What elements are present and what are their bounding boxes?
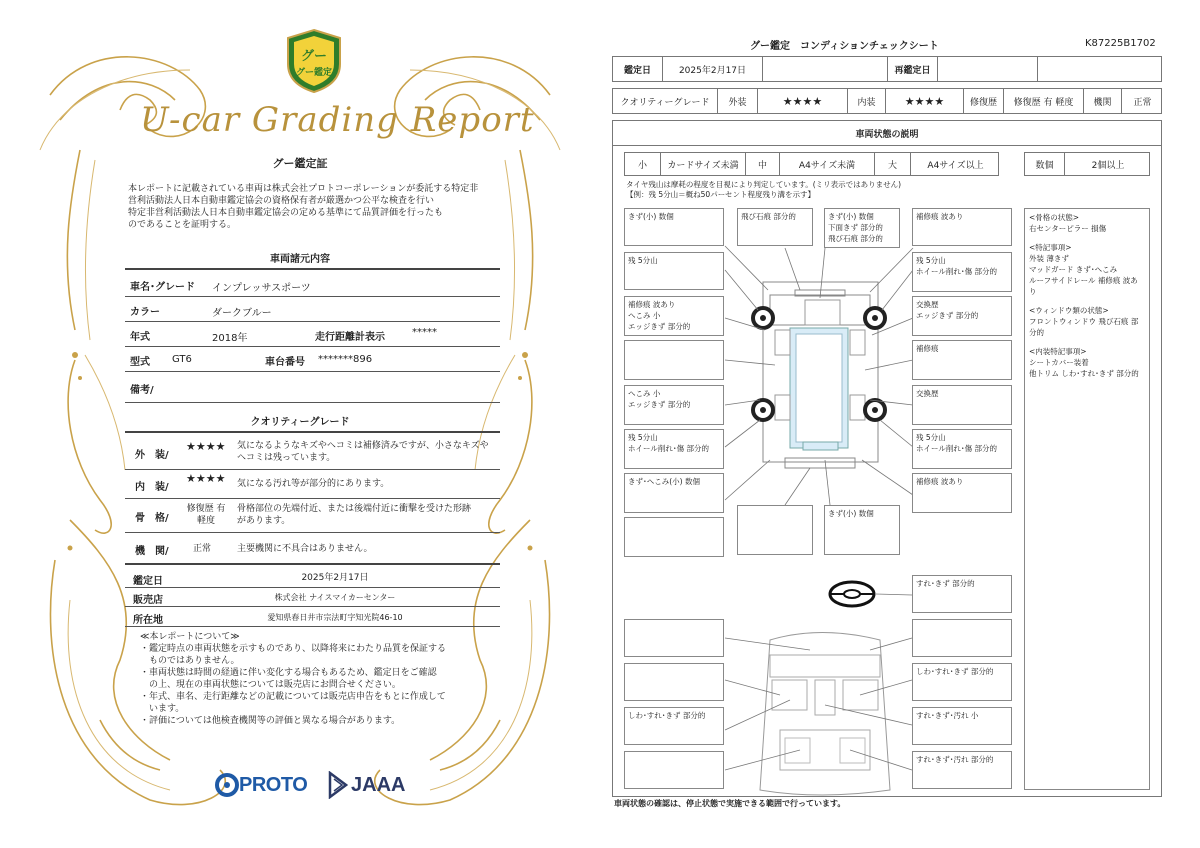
note-line: 外装 薄きず: [1029, 254, 1069, 263]
annotation-box: すれ･きず 部分的: [912, 575, 1012, 613]
engine-label: 機 関/: [135, 546, 169, 557]
divider: [125, 296, 500, 297]
size-small: 小: [625, 153, 661, 175]
annotation-line: エッジきず 部分的: [628, 400, 691, 409]
address-value: 愛知県春日井市宗法町字知光院46-10: [267, 613, 403, 622]
proto-wordmark: PROTO: [239, 773, 308, 796]
annotation-box-empty: [737, 505, 813, 555]
annotation-box: 補修痕: [912, 340, 1012, 380]
annotation-line: 残 5分山: [916, 256, 946, 265]
annotation-line: 下面きず 部分的: [828, 223, 883, 232]
divider: [125, 563, 500, 565]
annotation-box: すれ･きず･汚れ 小: [912, 707, 1012, 745]
report-notes: [140, 631, 500, 727]
annotation-box-empty: [624, 340, 724, 380]
annotation-box: [912, 429, 1012, 469]
annotation-line: ホイール削れ･傷 部分的: [916, 444, 997, 453]
frame-value-line: 修復歴 有: [186, 504, 226, 514]
goo-kantei-logo: [284, 28, 344, 94]
wheel-rear-left: [753, 400, 773, 420]
annotation-box: しわ･すれ･きず 部分的: [624, 707, 724, 745]
note-line: ・車両状態は時間の経過に伴い変化する場合もあるため、鑑定日をご確認: [140, 668, 437, 678]
color-label: カラー: [130, 307, 160, 318]
jaaa-mark-icon: [328, 771, 348, 799]
divider: [125, 469, 500, 470]
note-line: シートカバー装着: [1029, 358, 1089, 367]
annotation-box: [624, 429, 724, 469]
color-value: ダークブルー: [212, 308, 272, 319]
count-label: 数個: [1025, 153, 1065, 175]
wheel-front-right: [865, 308, 885, 328]
dealer-value: 株式会社 ナイスマイカーセンター: [274, 593, 396, 602]
frame-value-line: 軽度: [196, 516, 215, 526]
annotation-box: 残 5分山: [624, 252, 724, 290]
divider: [125, 626, 500, 627]
repair-value: 修復歴 有 軽度: [1004, 89, 1084, 113]
date-label: 鑑定日: [133, 576, 163, 587]
model-value: インプレッサスポーツ: [212, 283, 311, 294]
divider: [125, 402, 500, 403]
annotation-box: 補修痕 波あり: [912, 473, 1012, 513]
annotation-box: 補修痕 波あり: [912, 208, 1012, 246]
annotation-line: ホイール削れ･傷 部分的: [628, 444, 709, 453]
note-line: の上、現在の車両状態については販売店にお問合せください。: [140, 680, 401, 690]
note-line: <骨格の状態>: [1029, 213, 1080, 222]
annotation-box: すれ･きず･汚れ 部分的: [912, 751, 1012, 789]
proto-logo: [215, 772, 307, 798]
frame-desc-line: があります。: [237, 516, 291, 526]
tire-note-2: 【例：残 5分山＝概ね50パーセント程度残り溝を示す】: [626, 190, 816, 199]
divider: [125, 532, 500, 533]
annotation-line: 交換歴: [916, 300, 939, 309]
annotation-line: へこみ 小: [628, 311, 661, 320]
date-value: 2025年2月17日: [663, 57, 763, 81]
divider: [125, 371, 500, 372]
divider: [125, 498, 500, 499]
note-line: <特記事項>: [1029, 243, 1072, 252]
intro-line: 営利活動法人日本自動車鑑定協会の資格保有者が厳選かつ公平な検査を行い: [128, 196, 435, 206]
divider: [125, 587, 500, 588]
exterior-stars: ★★★★: [758, 89, 848, 113]
exterior-label: 外装: [718, 89, 758, 113]
wheel-front-left: [753, 308, 773, 328]
exterior-desc: [237, 440, 502, 464]
note-line: ・鑑定時点の車両状態を示すものであり、以降将来にわたり品質を保証する: [140, 644, 447, 654]
spec-heading: 車両諸元内容: [270, 254, 330, 265]
annotation-line: きず(小) 数個: [828, 212, 874, 221]
jaaa-logo: [328, 770, 405, 800]
annotation-box: [824, 208, 900, 248]
note-line: います。: [140, 704, 185, 714]
note-line: フロントウィンドウ 飛び石痕 部分的: [1029, 317, 1139, 337]
annotation-line: 補修痕 波あり: [628, 300, 676, 309]
exterior-desc-line: 気になるようなキズやヘコミは補修済みですが、小さなキズや: [237, 441, 489, 451]
annotation-line: 飛び石痕 部分的: [828, 234, 883, 243]
year-label: 年式: [130, 332, 150, 343]
count-value: 2個以上: [1091, 160, 1125, 171]
note-line: ・評価については他検査機関等の評価と異なる場合があります。: [140, 716, 401, 726]
quality-heading: クオリティーグレード: [250, 417, 350, 428]
type-value: GT6: [172, 354, 192, 365]
remarks-label: 備考/: [130, 385, 154, 396]
engine-value: 正常: [1133, 97, 1152, 108]
tire-note-1: タイヤ残山は摩耗の程度を目視により判定しています。(ミリ表示ではありません): [626, 180, 902, 189]
svg-text:グー: グー: [300, 49, 328, 64]
chassis-value: *******896: [318, 354, 373, 365]
divider: [125, 346, 500, 347]
note-line: <ウィンドウ類の状態>: [1029, 306, 1109, 315]
quality-label: クオリティーグレード: [613, 89, 718, 113]
divider: [125, 431, 500, 433]
date-value: 2025年2月17日: [301, 573, 369, 583]
annotation-line: エッジきず 部分的: [628, 322, 691, 331]
exterior-label: 外 装/: [135, 450, 169, 461]
type-label: 型式: [130, 357, 150, 368]
frame-desc-line: 骨格部位の先端付近、または後端付近に衝撃を受けた形跡: [237, 504, 472, 514]
annotation-box-empty: [624, 751, 724, 789]
steering-wheel-icon: [830, 582, 874, 606]
redate-label: 再鑑定日: [888, 57, 938, 81]
logo-label: グー鑑定: [295, 68, 333, 78]
annotation-line: へこみ 小: [628, 389, 661, 398]
engine-value: 正常: [193, 544, 212, 554]
annotation-line: 残 5分山: [628, 433, 658, 442]
exterior-desc-line: ヘコミは残っています。: [237, 453, 336, 463]
date-label: 鑑定日: [613, 57, 663, 81]
address-label: 所在地: [133, 615, 163, 626]
dealer-label: 販売店: [133, 595, 163, 606]
note-line: ルーフサイドレール 補修痕 波あり: [1029, 276, 1138, 296]
chassis-label: 車台番号: [265, 357, 305, 368]
interior-stars: ★★★★: [886, 89, 964, 113]
sheet-title: グー鑑定 コンディションチェックシート: [750, 41, 939, 52]
sheet-code: K87225B1702: [1085, 38, 1156, 49]
annotation-box: [912, 252, 1012, 292]
script-title: U-car Grading Report: [140, 100, 535, 140]
certificate-intro: [128, 183, 508, 231]
frame-label: 骨 格/: [135, 513, 169, 524]
divider: [125, 321, 500, 322]
note-line: 他トリム しわ･すれ･きず 部分的: [1029, 369, 1139, 378]
special-notes-panel: [1024, 208, 1150, 790]
annotation-box: [912, 296, 1012, 336]
size-mid: 中: [746, 153, 780, 175]
repair-label: 修復歴: [964, 89, 1004, 113]
annotation-box: 飛び石痕 部分的: [737, 208, 813, 246]
mileage-value: *****: [412, 327, 437, 338]
size-mid-desc: A4サイズ未満: [780, 153, 875, 175]
annotation-box: しわ･すれ･きず 部分的: [912, 663, 1012, 701]
engine-desc: 主要機関に不具合はありません。: [237, 544, 373, 554]
notes-heading: ≪本レポートについて≫: [140, 632, 240, 642]
certificate-heading: グー鑑定証: [272, 157, 328, 170]
note-line: ものではありません。: [140, 656, 240, 666]
annotation-box: [624, 385, 724, 425]
proto-mark-icon: [215, 773, 239, 797]
interior-label: 内装: [848, 89, 886, 113]
size-large: 大: [875, 153, 911, 175]
annotation-line: エッジきず 部分的: [916, 311, 979, 320]
state-heading: 車両状態の説明: [613, 121, 1161, 146]
annotation-box-empty: [624, 619, 724, 657]
interior-label: 内 装/: [135, 482, 169, 493]
wheel-rear-right: [865, 400, 885, 420]
exterior-stars: ★★★★: [186, 440, 226, 453]
divider: [125, 268, 500, 270]
model-label: 車名･グレード: [130, 282, 195, 293]
note-line: 右センターピラー 損傷: [1029, 224, 1107, 233]
divider: [125, 606, 500, 607]
annotation-line: ホイール削れ･傷 部分的: [916, 267, 997, 276]
size-large-desc: A4サイズ以上: [927, 160, 984, 171]
annotation-box-empty: [624, 517, 724, 557]
size-small-desc: カードサイズ未満: [661, 153, 746, 175]
annotation-box: 交換歴: [912, 385, 1012, 425]
jaaa-wordmark: JAAA: [351, 773, 406, 796]
annotation-line: 残 5分山: [916, 433, 946, 442]
mileage-label: 走行距離計表示: [315, 332, 385, 343]
note-line: <内装特記事項>: [1029, 347, 1087, 356]
frame-desc: [237, 503, 502, 527]
note-line: マッドガード きず･へこみ: [1029, 265, 1118, 274]
sheet-footer: 車両状態の確認は、停止状態で実施できる範囲で行っています。: [614, 799, 846, 808]
intro-line: のであることを証明する。: [128, 220, 237, 230]
annotation-box: きず(小) 数個: [824, 505, 900, 555]
intro-line: 特定非営利活動法人日本自動車鑑定協会の定める基準にて品質評価を行ったも: [128, 208, 444, 218]
annotation-box-empty: [912, 619, 1012, 657]
interior-desc: 気になる汚れ等が部分的にあります。: [237, 479, 390, 489]
annotation-box: きず･へこみ(小) 数個: [624, 473, 724, 513]
note-line: ・年式、車名、走行距離などの記載については販売店申告をもとに作成して: [140, 692, 446, 702]
engine-label: 機関: [1084, 89, 1122, 113]
interior-stars: ★★★★: [186, 472, 226, 485]
frame-value: [182, 503, 230, 527]
condition-check-sheet: [600, 0, 1200, 848]
annotation-box: きず(小) 数個: [624, 208, 724, 246]
annotation-box: [624, 296, 724, 336]
annotation-box-empty: [624, 663, 724, 701]
year-value: 2018年: [212, 333, 248, 344]
intro-line: 本レポートに記載されている車両は株式会社プロトコーポレーションが委託する特定非: [128, 184, 479, 194]
